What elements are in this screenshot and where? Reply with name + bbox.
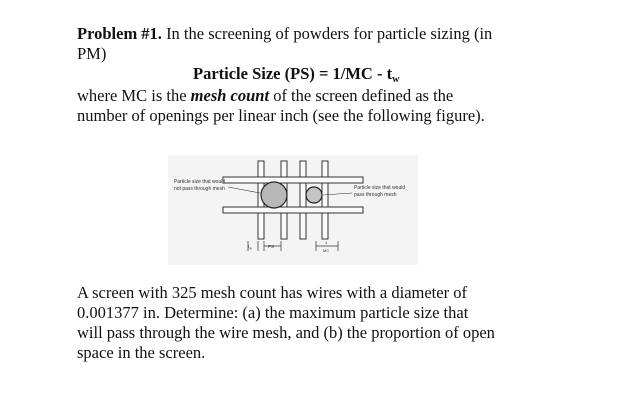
formula-text: Particle Size (PS) = 1/MC - t — [193, 64, 393, 83]
definition-line-2: number of openings per linear inch (see the following figure). — [77, 106, 485, 125]
dim-mc-denominator: MC — [323, 248, 330, 253]
label-not-pass-line-1: Particle size that would — [174, 179, 226, 185]
formula-subscript: w — [392, 74, 400, 85]
dim-particle-size: PS — [268, 244, 275, 249]
mesh-figure — [168, 155, 418, 265]
problem-heading: Problem #1. — [77, 24, 162, 43]
problem-intro-line-2: PM) — [77, 44, 107, 63]
dim-wire-thickness: $t_w$ — [248, 244, 252, 251]
wire-horizontal-2 — [223, 207, 363, 213]
label-pass-line-2: pass through mesh — [354, 192, 397, 198]
definition-prefix: where MC is the — [77, 86, 191, 105]
definition-suffix: of the screen defined as the — [269, 86, 454, 105]
dim-mc-numerator: 1 — [325, 240, 328, 245]
label-pass-line-1: Particle size that would — [354, 185, 406, 191]
wire-vertical-3 — [300, 161, 306, 239]
problem-intro-text: In the screening of powders for particle sizing (in — [161, 24, 493, 43]
question-line-4: space in the screen. — [77, 343, 206, 362]
definition-line-1 — [77, 86, 453, 106]
problem-intro-line-1 — [77, 24, 492, 44]
question-line-2: 0.001377 in. Determine: (a) the maximum particle size that — [77, 303, 469, 322]
question-line-3: will pass through the wire mesh, and (b) the proportion of open — [77, 323, 495, 342]
small-particle — [306, 187, 322, 203]
large-particle — [261, 182, 287, 208]
wire-horizontal-1 — [223, 177, 363, 183]
mesh-diagram — [168, 155, 418, 265]
wire-vertical-4 — [322, 161, 328, 239]
question-line-1: A screen with 325 mesh count has wires with a diameter of — [77, 283, 467, 302]
label-not-pass-line-2: not pass through mesh — [174, 186, 225, 192]
mesh-count-term: mesh count — [190, 86, 270, 105]
